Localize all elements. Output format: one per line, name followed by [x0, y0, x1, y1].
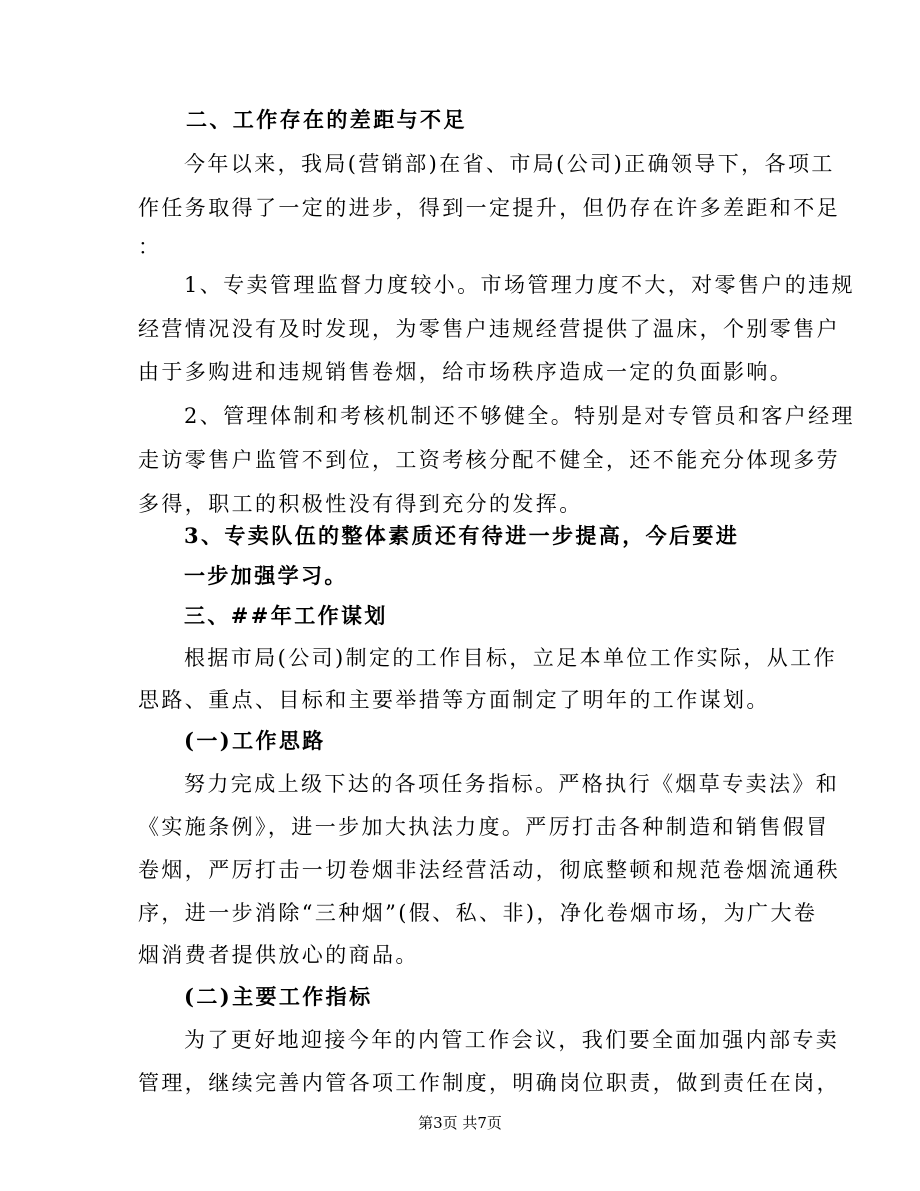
- paragraph-line: 管理，继续完善内管各项工作制度，明确岗位职责，做到责任在岗，: [138, 1071, 840, 1095]
- list-item-line: 3、专卖队伍的整体素质还有待进一步提高，今后要进: [184, 523, 740, 548]
- paragraph-line: 思路、重点、目标和主要举措等方面制定了明年的工作谋划。: [138, 688, 770, 712]
- list-item-line: 由于多购进和违规销售卷烟，给市场秩序造成一定的负面影响。: [138, 360, 794, 384]
- paragraph-line: 今年以来，我局(营销部)在省、市局(公司)正确领导下，各项工: [184, 152, 835, 176]
- subheading-work-ideas: (一)工作思路: [184, 728, 326, 753]
- paragraph-line: 根据市局(公司)制定的工作目标，立足本单位工作实际，从工作: [184, 646, 837, 670]
- list-item-line: 走访零售户监管不到位，工资考核分配不健全，还不能充分体现多劳: [138, 448, 840, 472]
- list-item-line: 一步加强学习。: [184, 563, 348, 588]
- list-item-line: 2、管理体制和考核机制还不够健全。特别是对专管员和客户经理: [184, 404, 855, 428]
- paragraph-line: 《实施条例》，进一步加大执法力度。严厉打击各种制造和销售假冒: [138, 815, 830, 839]
- list-item-line: 1、专卖管理监督力度较小。市场管理力度不大，对零售户的违规: [184, 273, 855, 297]
- page-number: 第3页 共7页: [418, 1114, 502, 1132]
- list-item-line: 经营情况没有及时发现，为零售户违规经营提供了温床，个别零售户: [138, 317, 840, 341]
- section-heading-three: 三、##年工作谋划: [184, 603, 388, 628]
- paragraph-line: 卷烟，严厉打击一切卷烟非法经营活动，彻底整顿和规范卷烟流通秩: [138, 858, 840, 882]
- subheading-main-indicators: (二)主要工作指标: [184, 984, 373, 1009]
- paragraph-line: ：: [138, 235, 162, 259]
- paragraph-line: 为了更好地迎接今年的内管工作会议，我们要全面加强内部专卖: [184, 1028, 840, 1052]
- section-heading-two: 二、工作存在的差距与不足: [186, 107, 467, 132]
- paragraph-line: 作任务取得了一定的进步，得到一定提升，但仍存在许多差距和不足: [138, 196, 840, 220]
- list-item-line: 多得，职工的积极性没有得到充分的发挥。: [138, 492, 583, 516]
- paragraph-line: 努力完成上级下达的各项任务指标。严格执行《烟草专卖法》和: [184, 772, 840, 796]
- paragraph-line: 序，进一步消除“三种烟”(假、私、非)，净化卷烟市场，为广大卷: [138, 901, 818, 925]
- paragraph-line: 烟消费者提供放心的商品。: [138, 943, 419, 967]
